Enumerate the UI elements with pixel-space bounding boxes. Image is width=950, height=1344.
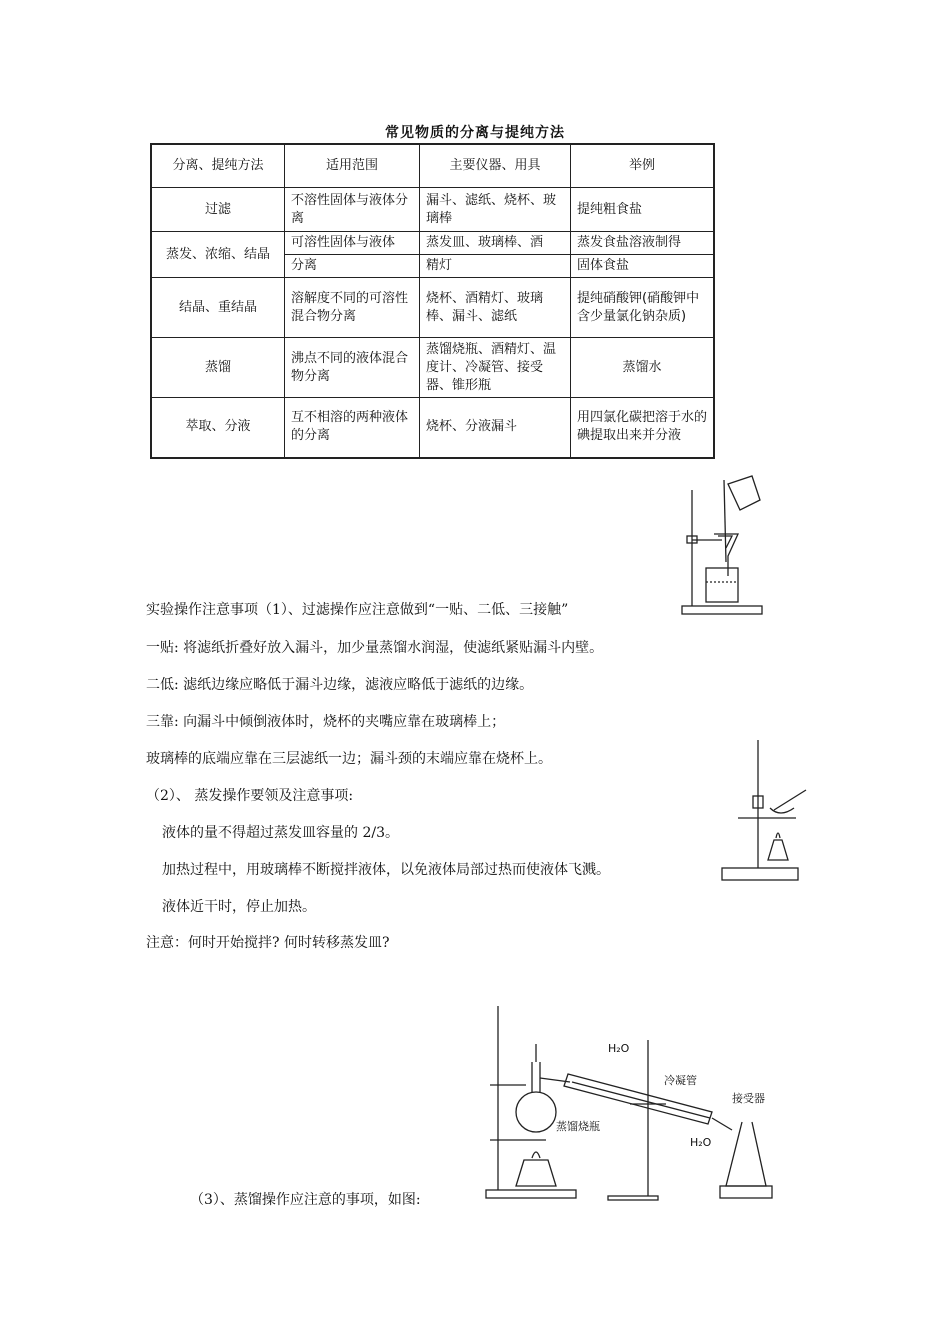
table-row <box>151 278 714 338</box>
cell-method: 蒸发、浓缩、结晶 <box>151 232 285 278</box>
cell-example: 蒸发食盐溶液制得 <box>571 232 715 255</box>
separation-methods-table <box>150 143 715 459</box>
evaporation-apparatus-figure <box>718 738 808 886</box>
label-receiver: 接受器 <box>732 1092 765 1105</box>
cell-method: 蒸馏 <box>151 338 285 398</box>
note-text: 注意：何时开始搅拌? 何时转移蒸发皿? <box>146 935 390 951</box>
evaporation-point-1: 液体的量不得超过蒸发皿容量的 2/3。 <box>162 825 399 841</box>
cell-scope: 溶解度不同的可溶性混合物分离 <box>285 278 420 338</box>
cell-scope: 互不相溶的两种液体的分离 <box>285 398 420 458</box>
cell-tools: 蒸发皿、玻璃棒、酒 <box>420 232 571 255</box>
cell-method: 过滤 <box>151 188 285 232</box>
filter-intro-text: 实验操作注意事项（1）、过滤操作应注意做到“一贴、二低、三接触” <box>146 602 569 618</box>
table-row <box>151 338 714 398</box>
cell-method: 萃取、分液 <box>151 398 285 458</box>
cell-scope: 可溶性固体与液体 <box>285 232 420 255</box>
cell-scope: 沸点不同的液体混合物分离 <box>285 338 420 398</box>
yi-tie-text: 一贴: 将滤纸折叠好放入漏斗，加少量蒸馏水润湿，使滤纸紧贴漏斗内壁。 <box>146 640 604 656</box>
table-row <box>151 232 714 255</box>
header-method: 分离、提纯方法 <box>151 144 285 188</box>
header-tools: 主要仪器、用具 <box>420 144 571 188</box>
cell-scope: 不溶性固体与液体分离 <box>285 188 420 232</box>
table-row <box>151 398 714 458</box>
cell-example: 提纯粗食盐 <box>571 188 715 232</box>
header-example: 举例 <box>571 144 715 188</box>
table-title: 常见物质的分离与提纯方法 <box>385 125 565 141</box>
cell-tools: 烧杯、分液漏斗 <box>420 398 571 458</box>
cell-tools: 漏斗、滤纸、烧杯、玻璃棒 <box>420 188 571 232</box>
table-row <box>151 188 714 232</box>
er-di-text: 二低: 滤纸边缘应略低于漏斗边缘，滤液应略低于滤纸的边缘。 <box>146 677 534 693</box>
label-h2o-bottom: H₂O <box>690 1136 712 1149</box>
cell-method: 结晶、重结晶 <box>151 278 285 338</box>
label-distillation-flask: 蒸馏烧瓶 <box>556 1120 600 1133</box>
cell-example: 用四氯化碳把溶于水的碘提取出来并分液 <box>571 398 715 458</box>
cell-example: 提纯硝酸钾(硝酸钾中含少量氯化钠杂质) <box>571 278 715 338</box>
distillation-text: （3）、蒸馏操作应注意的事项，如图: <box>190 1192 421 1208</box>
distillation-apparatus-figure <box>480 1000 780 1205</box>
table-header-row <box>151 144 714 188</box>
cell-tools: 精灯 <box>420 255 571 278</box>
cell-scope: 分离 <box>285 255 420 278</box>
label-h2o-top: H₂O <box>608 1042 630 1055</box>
evaporation-point-2: 加热过程中，用玻璃棒不断搅拌液体，以免液体局部过热而使液体飞溅。 <box>162 862 610 878</box>
filtration-apparatus-figure <box>680 470 780 620</box>
cell-tools: 蒸馏烧瓶、酒精灯、温度计、冷凝管、接受器、锥形瓶 <box>420 338 571 398</box>
cell-example: 固体食盐 <box>571 255 715 278</box>
label-condenser: 冷凝管 <box>664 1074 697 1087</box>
evaporation-point-3: 液体近干时，停止加热。 <box>162 899 316 915</box>
header-scope: 适用范围 <box>285 144 420 188</box>
cell-tools: 烧杯、酒精灯、玻璃棒、漏斗、滤纸 <box>420 278 571 338</box>
cell-example: 蒸馏水 <box>571 338 715 398</box>
glass-rod-text: 玻璃棒的底端应靠在三层滤纸一边；漏斗颈的末端应靠在烧杯上。 <box>146 751 552 767</box>
evaporation-title: （2）、 蒸发操作要领及注意事项: <box>146 788 354 804</box>
san-kao-text: 三靠: 向漏斗中倾倒液体时，烧杯的夹嘴应靠在玻璃棒上； <box>146 714 506 730</box>
